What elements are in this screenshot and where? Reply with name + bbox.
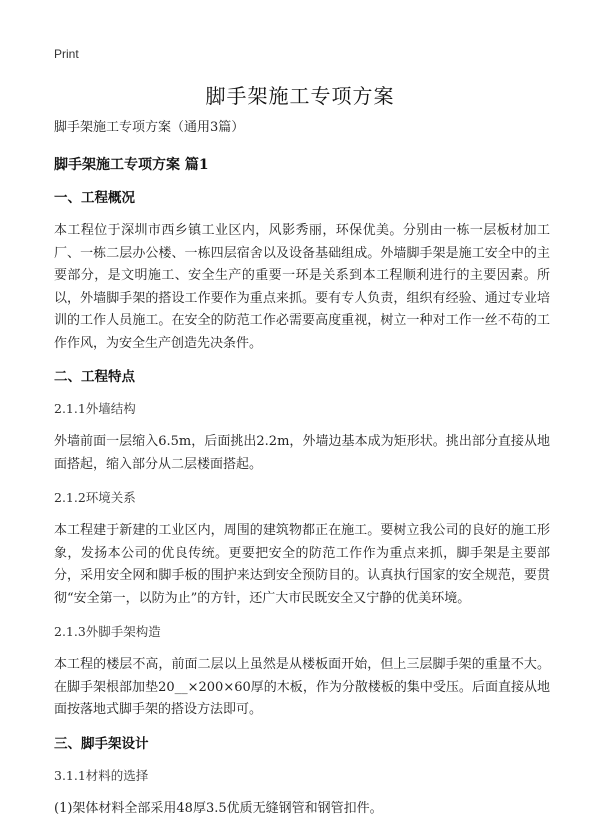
section-heading-features: 二、工程特点 [54,369,135,385]
document-subtitle: 脚手架施工专项方案（通用3篇） [54,120,245,135]
document-title: 脚手架施工专项方案 [205,84,395,108]
paragraph-scaffold-construction: 本工程的楼层不高，前面二层以上虽然是从楼板面开始，但上三层脚手架的重量不大。在脚手架根部加垫20__×200×60厚的木板，作为分散楼板的集中受压。后面直接从地面按落地式脚手架的搭设方法即可。 [54,657,550,717]
sub-heading-exterior-structure: 2.1.1外墙结构 [54,401,136,416]
sub-heading-environment: 2.1.2环境关系 [54,490,136,505]
print-label: Print [54,47,79,61]
paragraph-exterior-structure: 外墙前面一层缩入6.5m，后面挑出2.2m，外墙边基本成为矩形状。挑出部分直接从地面搭起，缩入部分从二层楼面搭起。 [54,434,550,472]
section-heading-overview: 一、工程概况 [54,190,135,206]
paragraph-material-selection: (1)架体材料全部采用48厚3.5优质无缝钢管和钢管扣件。 [54,800,383,816]
sub-heading-scaffold-construction: 2.1.3外脚手架构造 [54,624,161,639]
section-paragraph-overview: 本工程位于深圳市西乡镇工业区内，风影秀丽，环保优美。分别由一栋一层板材加工厂、一栋二层办公楼、一栋四层宿舍以及设备基础组成。外墙脚手架是施工安全中的主要部分，是文明施工、安全生产的重要一环是关系到本工程顺利进行的主要因素。所以，外墙脚手架的搭设工作要作为重点来抓。要有专人负责，组织有经验、通过专业培训的工作人员施工。在安全的防范工作必需要高度重视，树立一种对工作一丝不苟的工作作风，为安全生产创造先决条件。 [54,223,550,351]
paragraph-environment: 本工程建于新建的工业区内，周围的建筑物都正在施工。要树立我公司的良好的施工形象，发扬本公司的优良传统。更要把安全的防范工作作为重点来抓，脚手架是主要部分，采用安全网和脚手板的围护来达到安全预防目的。认真执行国家的安全规范，要贯彻“安全第一，以防为止”的方针，还广大市民既安全又宁静的优美环境。 [54,523,550,606]
article-title: 脚手架施工专项方案 篇1 [54,157,209,173]
section-heading-design: 三、脚手架设计 [54,735,149,752]
document-body [54,118,550,832]
sub-heading-material-selection: 3.1.1材料的选择 [54,767,149,783]
